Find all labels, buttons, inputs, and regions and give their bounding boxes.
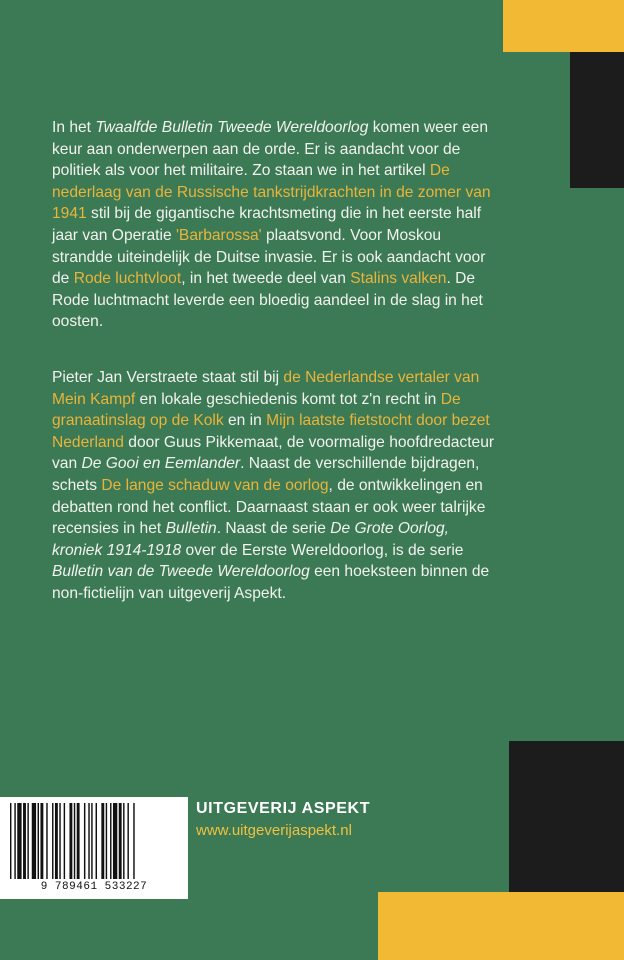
barcode-bar: [55, 803, 58, 879]
barcode-bar: [64, 803, 65, 879]
newspaper-title: De Gooi en Eemlander: [81, 455, 241, 473]
barcode-bar: [10, 803, 11, 879]
barcode-bar: [32, 803, 36, 879]
barcode-bar: [106, 803, 107, 879]
black-accent-block-bottom: [509, 741, 624, 892]
article-title-highlight: de Nederlandse vertaler van Mein Kampf: [52, 369, 480, 408]
black-accent-block-top: [570, 52, 624, 188]
yellow-accent-block-top: [503, 0, 624, 52]
blurb-paragraph-2: [52, 367, 502, 605]
article-title-highlight: De granaatinslag op de Kolk: [52, 390, 461, 430]
text-run: komen weer een keur aan onderwerpen aan de orde. Er is aandacht voor de politiek als voor het militaire. Zo staan we in het artikel: [52, 119, 489, 180]
barcode-bar: [84, 803, 85, 879]
text-run: , de ontwikkelingen en debatten rond het conflict. Daarnaast staan er ook weer talrijke recensies in het: [52, 476, 486, 538]
article-title-highlight: Rode luchtvloot: [73, 270, 182, 288]
barcode-bar: [40, 803, 43, 879]
barcode-bar: [27, 803, 28, 879]
series-title: Bulletin van de Tweede Wereldoorlog: [52, 563, 310, 581]
publisher-website[interactable]: www.uitgeverijaspekt.nl: [196, 822, 352, 839]
barcode-bar: [38, 803, 39, 879]
barcode-bar: [123, 803, 124, 879]
text-run: een hoeksteen binnen de non-fictielijn van uitgeverij Aspekt.: [52, 563, 490, 602]
text-run: en lokale geschiedenis komt tot z'n recht in: [135, 390, 441, 408]
text-run: . De Rode luchtmacht leverde een bloedig aandeel in de slag in het oosten.: [52, 270, 483, 331]
text-run: . Naast de verschillende bijdragen, schets: [52, 455, 480, 494]
text-run: . Naast de serie: [216, 520, 331, 538]
barcode-bar: [14, 803, 15, 879]
operation-name-highlight: 'Barbarossa': [175, 226, 262, 244]
barcode-bar: [52, 803, 53, 879]
text-run: over de Eerste Wereldoorlog, is de serie: [181, 541, 464, 559]
barcode-bar: [23, 803, 26, 879]
isbn-number: 9 789461 533227: [40, 881, 148, 893]
barcode-bar: [91, 803, 92, 879]
article-title-highlight: De lange schaduw van de oorlog: [101, 476, 329, 494]
barcode-bar: [88, 803, 89, 879]
text-run: Pieter Jan Verstraete staat stil bij: [52, 369, 284, 386]
barcode-bar: [17, 803, 21, 879]
barcode-bar: [101, 803, 104, 879]
barcode-bar: [74, 803, 75, 879]
bulletin-title: Bulletin: [165, 520, 217, 538]
barcode-bars: [8, 803, 180, 879]
isbn-barcode: [0, 797, 188, 899]
blurb-paragraph-1: [52, 117, 502, 333]
barcode-bar: [96, 803, 97, 879]
series-title: De Grote Oorlog, kroniek 1914-1918: [52, 520, 450, 559]
text-run: plaatsvond. Voor Moskou strandde uiteindelijk de Duitse invasie. Er is ook aandacht voor de: [52, 226, 486, 288]
barcode-bar: [69, 803, 72, 879]
text-run: stil bij de gigantische krachtsmeting die in het eerste half jaar van Operatie: [52, 205, 482, 244]
barcode-bar: [113, 803, 117, 879]
article-title-highlight: Stalins valken: [350, 270, 447, 288]
publisher-name: UITGEVERIJ ASPEKT: [196, 800, 371, 817]
yellow-accent-block-bottom: [378, 892, 624, 960]
text-run: , in het tweede deel van: [181, 270, 351, 288]
barcode-bar: [77, 803, 80, 879]
barcode-bar: [59, 803, 60, 879]
text-run: door Guus Pikkemaat, de voormalige hoofdredacteur van: [52, 433, 495, 473]
barcode-bar: [133, 803, 134, 879]
barcode-bar: [119, 803, 122, 879]
text-run: In het: [52, 119, 96, 136]
text-run: en in: [223, 412, 267, 430]
barcode-bar: [46, 803, 47, 879]
book-title: Twaalfde Bulletin Tweede Wereldoorlog: [95, 119, 369, 136]
article-title-highlight: Mijn laatste fietstocht door bezet Nederland: [52, 412, 490, 451]
barcode-bar: [127, 803, 128, 879]
article-title-highlight: De nederlaag van de Russische tankstrijdkrachten in de zomer van 1941: [52, 162, 491, 223]
barcode-bar: [110, 803, 111, 879]
